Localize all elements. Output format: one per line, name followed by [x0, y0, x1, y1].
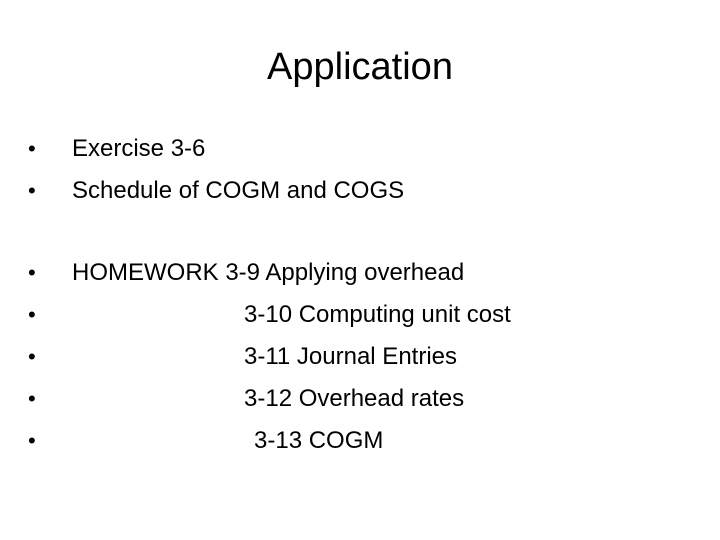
list-item-text: 3-13 COGM	[254, 427, 384, 454]
bullet-icon: •	[28, 178, 36, 203]
slide-title: Application	[267, 46, 453, 88]
list-item-text: Exercise 3-6	[72, 135, 206, 162]
list-item-text: HOMEWORK 3-9 Applying overhead	[72, 259, 465, 286]
bullet-icon: •	[28, 386, 36, 411]
list-item-text: 3-11 Journal Entries	[244, 343, 457, 370]
bullet-icon: •	[28, 302, 36, 327]
bullet-icon: •	[28, 428, 36, 453]
list-item-text: 3-12 Overhead rates	[244, 385, 465, 412]
list-item-text: Schedule of COGM and COGS	[72, 177, 405, 204]
bullet-icon: •	[28, 260, 36, 285]
bullet-icon: •	[28, 136, 36, 161]
bullet-icon: •	[28, 344, 36, 369]
list-item-text: 3-10 Computing unit cost	[244, 301, 511, 328]
